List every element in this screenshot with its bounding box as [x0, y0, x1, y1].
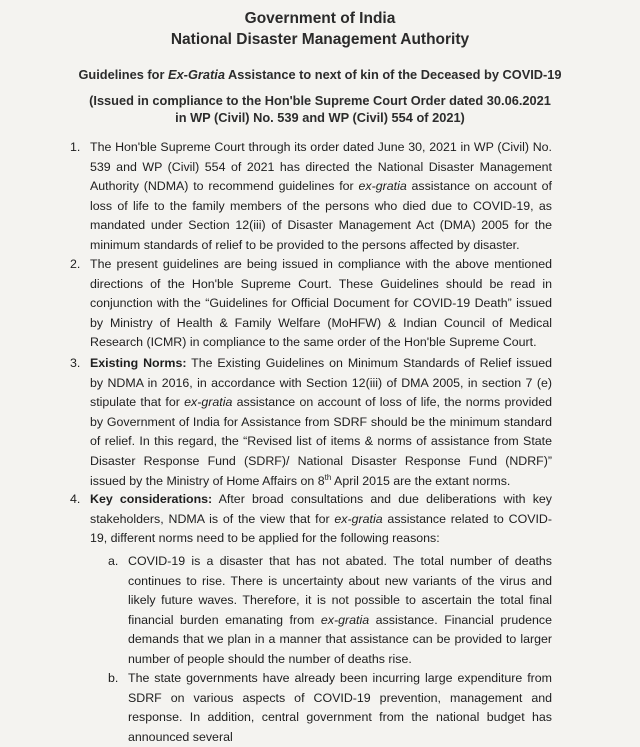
- paragraph-3-text-b: assistance on account of loss of life, the norms provided by Government of India for Assistance from SDRF should be the minimum standard of relief. In this regard, the “Revised list of items & norms of assistance from State Disaster Response Fund (SDRF)/ National Disaster Response Fund (NDRF)” issued by the Ministry of Home Affairs on 8: [90, 395, 553, 488]
- paragraph-3: [90, 354, 552, 491]
- title-suffix: Assistance to next of kin of the Deceased by COVID-19: [224, 67, 562, 82]
- paragraph-2-number: 2.: [70, 257, 81, 271]
- document-title: [0, 67, 640, 82]
- point-b-label: b.: [108, 671, 119, 685]
- paragraph-4-italic: ex-gratia: [334, 511, 383, 526]
- paragraph-4-text-a: After broad consultations and due deliberations with key stakeholders, NDMA is of the view that for: [90, 492, 552, 526]
- title-prefix: Guidelines for: [78, 67, 169, 82]
- paragraph-1-number: 1.: [70, 140, 81, 154]
- paragraph-1: [90, 138, 552, 256]
- paragraph-3-lead: Existing Norms:: [90, 356, 187, 370]
- paragraph-3-text-c: April 2015 are the extant norms.: [331, 473, 511, 488]
- paragraph-3-text-a: The Existing Guidelines on Minimum Standards of Relief issued by NDMA in 2016, in accordance with Section 12(iii) of DMA 2005, in section 7 (e) stipulate that for: [90, 356, 553, 410]
- point-a-label: a.: [108, 554, 119, 568]
- paragraph-1-italic: ex-gratia: [358, 179, 407, 194]
- issued-note-line-1: (Issued in compliance to the Hon'ble Supreme Court Order dated 30.06.2021: [89, 93, 551, 108]
- paragraph-3-sup: th: [324, 472, 332, 482]
- point-a-text-a: COVID-19 is a disaster that has not abated. The total number of deaths continues to rise. There is uncertainty about new variants of the virus and likely future waves. Therefore, it is not possible to ascertain the total final financial burden emanating from: [128, 554, 552, 627]
- point-a-text-b: assistance. Financial prudence demands that we plan in a manner that assistance can be provided to larger number of people should the number of deaths rise.: [128, 612, 552, 666]
- paragraph-4: [90, 490, 552, 549]
- paragraph-4-lead: Key considerations:: [90, 492, 213, 506]
- point-a: [128, 552, 552, 670]
- paragraph-3-italic: ex-gratia: [184, 395, 233, 410]
- paragraph-3-number: 3.: [70, 356, 81, 370]
- paragraph-1-text-a: The Hon'ble Supreme Court through its order dated June 30, 2021 in WP (Civil) No. 539 and WP (Civil) 554 of 2021 has directed the National Disaster Management Authority (NDMA) to recommend guidelines for: [90, 140, 552, 194]
- paragraph-4-number: 4.: [70, 492, 81, 506]
- paragraph-2: The present guidelines are being issued in compliance with the above mentioned directions of the Hon'ble Supreme Court. These Guidelines should be read in conjunction with the “Guidelines for Official Document for COVID-19 Death” issued by Ministry of Health & Family Welfare (MoHFW) & Indian Council of Medical Research (ICMR) in compliance to the same order of the Hon'ble Supreme Court.: [90, 257, 552, 350]
- point-a-italic: ex-gratia: [320, 612, 370, 627]
- paragraph-4-text-b: assistance related to COVID-19, different norms need to be applied for the following reasons:: [90, 511, 552, 546]
- point-b: The state governments have already been incurring large expenditure from SDRF on various aspects of COVID-19 prevention, management and response. In addition, central government from the national budget has announced several: [128, 671, 552, 744]
- government-heading: Government of India: [244, 10, 396, 27]
- authority-heading: National Disaster Management Authority: [170, 31, 470, 48]
- issued-note-line-2: in WP (Civil) No. 539 and WP (Civil) 554 of 2021): [175, 110, 465, 125]
- paragraph-1-text-b: assistance on account of loss of life to the family members of the persons who died due to COVID-19, as mandated under Section 12(iii) of Disaster Management Act (DMA) 2005 for the minimum standards of relief to be provided to the persons affected by disaster.: [90, 179, 552, 252]
- title-italic: Ex-Gratia: [168, 67, 225, 82]
